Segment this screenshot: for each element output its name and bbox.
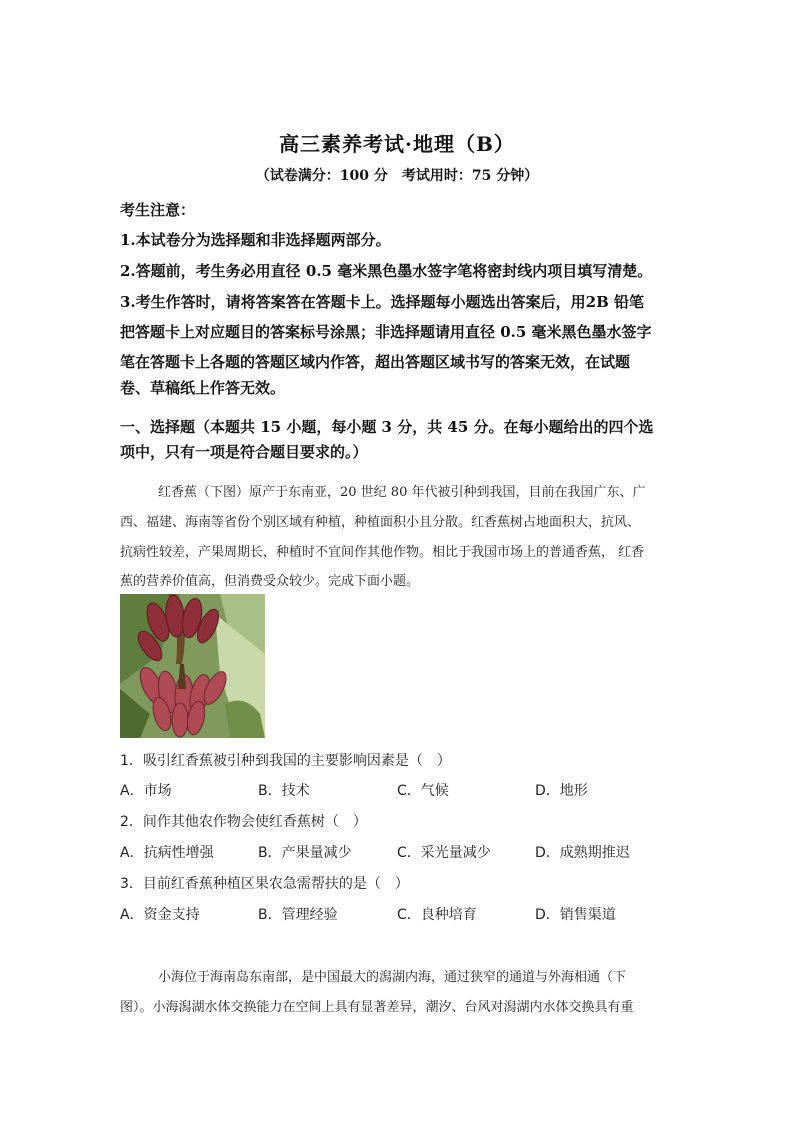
notice-item-2: 2.答题前，考生务必用直径 0.5 毫米黑色墨水签字笔将密封线内项目填写清楚。 [120,262,653,280]
page-title: 高三素养考试·地理（B） [279,132,515,156]
question-3-option-d: D．销售渠道 [535,907,616,923]
question-3-stem: 3．目前红香蕉种植区果农急需帮扶的是（ ） [120,876,409,892]
question-1-option-c: C．气候 [397,783,449,799]
notice-item-3-line-3: 笔在答题卡上各题的答题区域内作答，超出答题区域书写的答案无效，在试题 [120,353,631,371]
question-1-option-d: D．地形 [535,783,588,799]
notice-item-1: 1.本试卷分为选择题和非选择题两部分。 [120,231,391,249]
question-2-option-d: D．成熟期推迟 [535,845,630,861]
question-1-stem: 1．吸引红香蕉被引种到我国的主要影响因素是（ ） [120,753,451,769]
question-3-option-c: C．良种培育 [397,907,477,923]
passage-1-line-4: 蕉的营养价值高，但消费受众较少。完成下面小题。 [120,574,420,589]
section-heading-line-2: 项中，只有一项是符合题目要求的。） [120,443,368,461]
passage-2-line-1: 小海位于海南岛东南部，是中国最大的潟湖内海，通过狭窄的通道与外海相通（下 [158,970,627,985]
red-banana-photo [120,594,265,738]
question-2-option-c: C．采光量减少 [397,845,491,861]
question-2-option-b: B．产果量减少 [258,845,352,861]
notice-item-3-line-1: 3.考生作答时，请将答案答在答题卡上。选择题每小题选出答案后，用2B 铅笔 [120,293,644,311]
passage-1-line-2: 西、福建、海南等省份个别区域有种植，种植面积小且分散。红香蕉树占地面积大，抗风、 [120,515,641,530]
section-heading-line-1: 一、选择题（本题共 15 小题，每小题 3 分，共 45 分。在每小题给出的四个选 [120,418,654,436]
question-2-option-a: A．抗病性增强 [120,845,214,861]
question-3-option-a: A．资金支持 [120,907,200,923]
passage-2-line-2: 图）。小海潟湖水体交换能力在空间上具有显著差异，潮汐、台风对潟湖内水体交换具有重 [120,1000,634,1015]
passage-1-line-3: 抗病性较差，产果周期长，种植时不宜间作其他作物。相比于我国市场上的普通香蕉， 红香 [120,545,645,560]
passage-1-line-1: 红香蕉（下图）原产于东南亚，20 世纪 80 年代被引种到我国，目前在我国广东、广 [158,485,646,500]
question-3-option-b: B．管理经验 [258,907,338,923]
exam-info: （试卷满分：100 分 考试用时：75 分钟） [255,168,539,184]
question-1-option-a: A．市场 [120,783,172,799]
question-2-stem: 2．间作其他农作物会使红香蕉树（ ） [120,814,367,830]
question-1-option-b: B．技术 [258,783,310,799]
notice-item-3-line-2: 把答题卡上对应题目的答案标号涂黑；非选择题请用直径 0.5 毫米黑色墨水签字 [120,323,652,341]
notice-item-3-line-4: 卷、草稿纸上作答无效。 [120,379,286,397]
notice-heading: 考生注意： [120,201,196,219]
